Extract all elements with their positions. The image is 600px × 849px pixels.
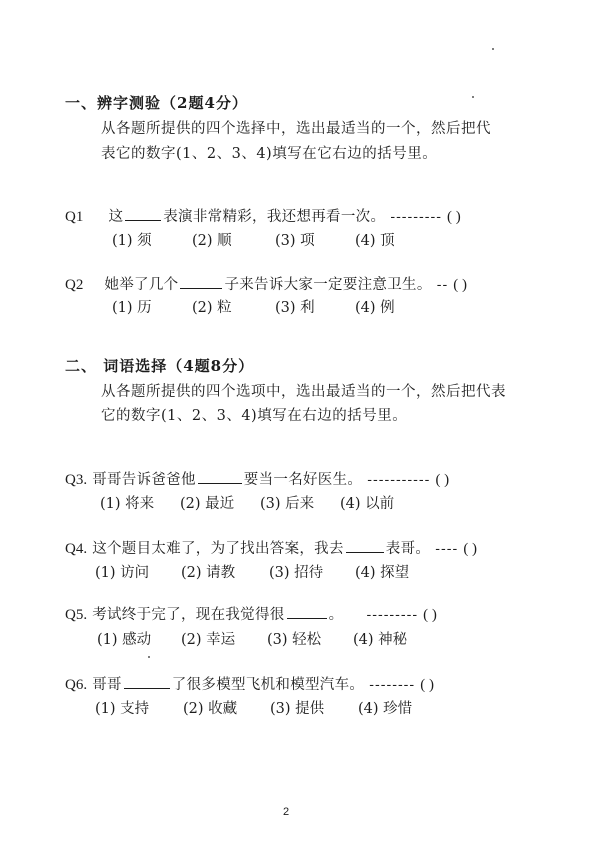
option-4: (4) 例: [355, 300, 395, 316]
question-q4: [65, 537, 477, 558]
q2-options: [112, 296, 395, 317]
option-3: (3) 利: [275, 300, 315, 316]
option-1: (1) 访问: [95, 565, 150, 581]
question-q1: [65, 205, 461, 226]
answer-blank: [125, 208, 161, 221]
question-text-pre: 哥哥告诉爸爸他: [92, 472, 196, 488]
option-4: (4) 神秘: [353, 632, 408, 648]
option-2: (2) 收藏: [183, 701, 238, 717]
question-text-pre: 这: [108, 209, 124, 225]
question-text-post: 。: [328, 607, 344, 623]
option-3: (3) 提供: [270, 701, 325, 717]
option-4: (4) 顶: [355, 233, 395, 249]
q3-options: [100, 492, 394, 513]
leader-dashes: --------: [369, 677, 416, 693]
question-text-post: 子来告诉大家一定要注意卫生。: [224, 277, 432, 293]
answer-parentheses[interactable]: ( ): [420, 677, 434, 693]
q4-options: [95, 561, 409, 582]
section-2-title: 二、 词语选择（4题8分）: [65, 357, 255, 375]
option-3: (3) 招待: [269, 565, 324, 581]
question-number: Q4.: [65, 541, 88, 557]
section-2-instruction-line-2: 它的数字(1、2、3、4)填写在右边的括号里。: [101, 408, 408, 424]
option-2: (2) 请教: [181, 565, 236, 581]
question-text-pre: 哥哥: [92, 677, 122, 693]
question-text-post: 要当一名好医生。: [243, 472, 363, 488]
answer-parentheses[interactable]: ( ): [463, 541, 478, 557]
question-text-pre: 她举了几个: [104, 277, 179, 293]
answer-parentheses[interactable]: ( ): [423, 607, 437, 623]
question-q5: [65, 603, 437, 624]
option-1: (1) 将来: [100, 496, 155, 512]
option-4: (4) 珍惜: [358, 701, 413, 717]
option-1: (1) 须: [112, 233, 152, 249]
option-4: (4) 以前: [340, 496, 395, 512]
option-1: (1) 支持: [95, 701, 150, 717]
question-q3: [65, 468, 449, 489]
question-text-pre: 考试终于完了，现在我觉得很: [92, 607, 285, 623]
leader-dashes: ---------: [366, 607, 419, 623]
option-3: (3) 后来: [260, 496, 315, 512]
answer-blank: [346, 540, 384, 553]
q5-options: [97, 628, 407, 649]
question-q6: [65, 673, 434, 694]
answer-blank: [124, 676, 170, 689]
question-q2: [65, 273, 467, 294]
section-1-title: 一、辨字测验（2题4分）: [65, 94, 248, 112]
leader-dashes: ---------: [390, 209, 442, 225]
page-number: 2: [283, 806, 290, 818]
option-1: (1) 感动: [97, 632, 152, 648]
option-2: (2) 粒: [192, 300, 232, 316]
question-text-pre: 这个题目太难了，为了找出答案，我去: [92, 541, 344, 557]
q6-options: [95, 697, 412, 718]
option-4: (4) 探望: [355, 565, 410, 581]
question-text-post: 了很多模型飞机和模型汽车。: [171, 677, 365, 693]
option-2: (2) 幸运: [181, 632, 236, 648]
q1-options: [112, 229, 395, 250]
section-1-instruction-line-2: 表它的数字(1、2、3、4)填写在它右边的括号里。: [101, 146, 438, 162]
question-text-post: 表演非常精彩，我还想再看一次。: [163, 209, 386, 225]
answer-blank: [180, 276, 222, 289]
answer-blank: [287, 606, 327, 619]
answer-parentheses[interactable]: ( ): [447, 209, 461, 225]
option-2: (2) 最近: [180, 496, 235, 512]
leader-dashes: ----: [435, 541, 459, 557]
question-number: Q3.: [65, 472, 88, 488]
option-2: (2) 顺: [192, 233, 232, 249]
section-2-instruction-line-1: 从各题所提供的四个选项中，选出最适当的一个，然后把代表: [101, 384, 506, 400]
section-1-instruction-line-1: 从各题所提供的四个选择中，选出最适当的一个，然后把代: [101, 121, 491, 137]
question-number: Q2: [65, 277, 84, 293]
question-number: Q1: [65, 209, 84, 225]
question-text-post: 表哥。: [385, 541, 431, 557]
option-1: (1) 历: [112, 300, 152, 316]
leader-dashes: --: [436, 277, 449, 293]
answer-parentheses[interactable]: ( ): [453, 277, 468, 293]
answer-parentheses[interactable]: ( ): [435, 472, 450, 488]
question-number: Q6.: [65, 677, 88, 693]
question-number: Q5.: [65, 607, 88, 623]
option-3: (3) 项: [275, 233, 315, 249]
leader-dashes: -----------: [367, 472, 431, 488]
answer-blank: [198, 471, 242, 484]
option-3: (3) 轻松: [267, 632, 322, 648]
